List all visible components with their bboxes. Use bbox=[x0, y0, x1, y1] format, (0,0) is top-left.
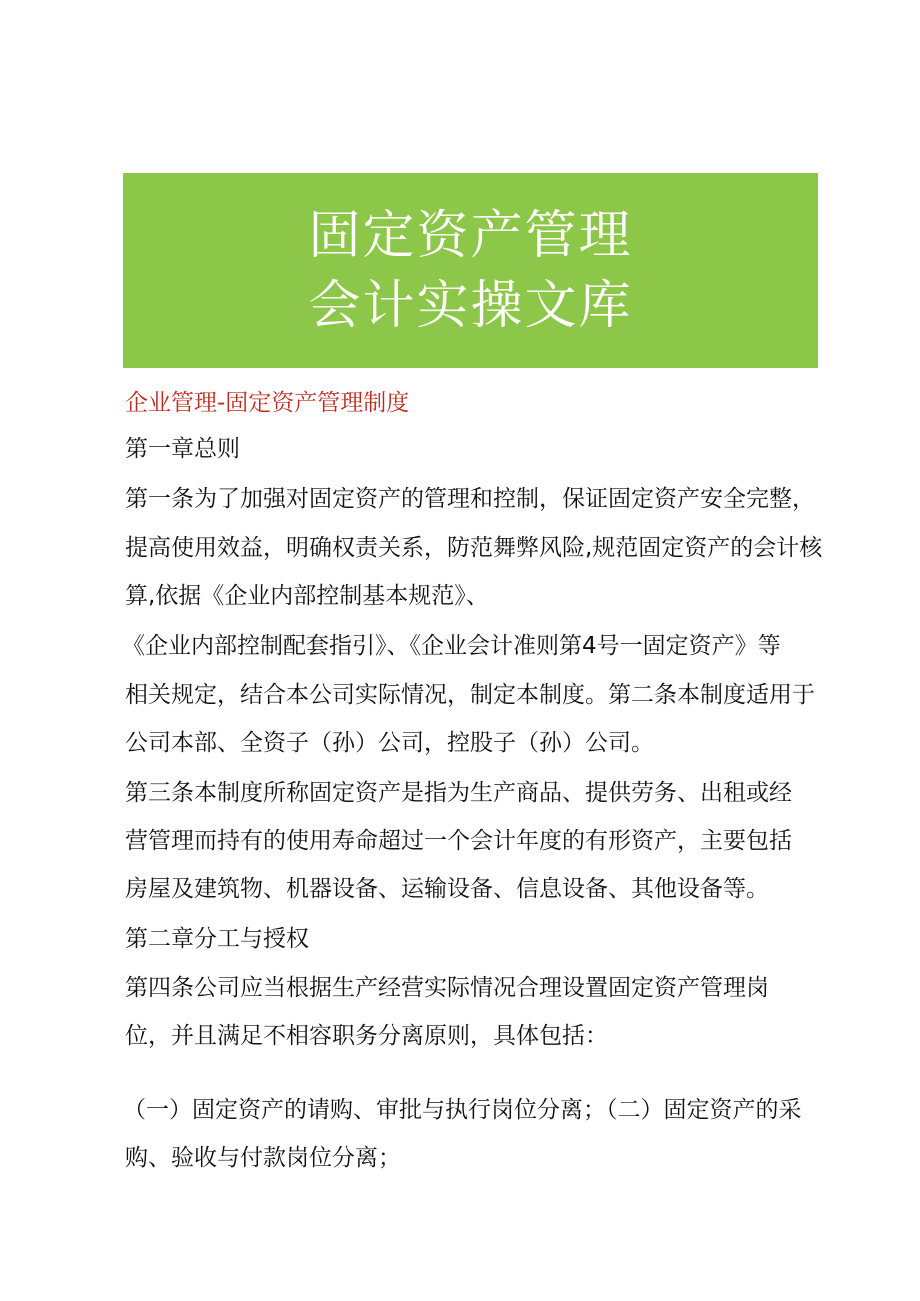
paragraph-line: 房屋及建筑物、机器设备、运输设备、信息设备、其他设备等。 bbox=[125, 876, 769, 902]
banner-title-line-1: 固定资产管理 bbox=[308, 205, 633, 266]
paragraph-line: （一）固定资产的请购、审批与执行岗位分离；（二）固定资产的采 bbox=[123, 1097, 802, 1123]
paragraph-line: 第三条本制度所称固定资产是指为生产商品、提供劳务、出租或经 bbox=[125, 780, 792, 806]
paragraph-line: 公司本部、全资子（孙）公司，控股子（孙）公司。 bbox=[125, 730, 654, 756]
paragraph-line: 提高使用效益，明确权责关系，防范舞弊风险,规范固定资产的会计核 bbox=[125, 535, 823, 561]
banner-title-line-2: 会计实操文库 bbox=[308, 275, 633, 336]
paragraph-line: 算,依据《企业内部控制基本规范》、 bbox=[125, 583, 489, 609]
paragraph-line: 第一条为了加强对固定资产的管理和控制，保证固定资产安全完整， bbox=[125, 486, 815, 512]
document-heading: 企业管理-固定资产管理制度 bbox=[125, 390, 410, 416]
paragraph-line: 《企业内部控制配套指引》、《企业会计准则第4号一固定资产》等 bbox=[122, 633, 781, 659]
title-banner bbox=[123, 173, 818, 368]
chapter-1-title: 第一章总则 bbox=[125, 436, 240, 462]
paragraph-line: 第四条公司应当根据生产经营实际情况合理设置固定资产管理岗 bbox=[125, 975, 769, 1001]
paragraph-line: 位，并且满足不相容职务分离原则，具体包括： bbox=[125, 1023, 608, 1049]
paragraph-line: 相关规定，结合本公司实际情况，制定本制度。第二条本制度适用于 bbox=[125, 682, 815, 708]
chapter-2-title: 第二章分工与授权 bbox=[125, 926, 309, 952]
paragraph-line: 购、验收与付款岗位分离； bbox=[125, 1145, 401, 1171]
paragraph-line: 营管理而持有的使用寿命超过一个会计年度的有形资产，主要包括 bbox=[125, 828, 792, 854]
